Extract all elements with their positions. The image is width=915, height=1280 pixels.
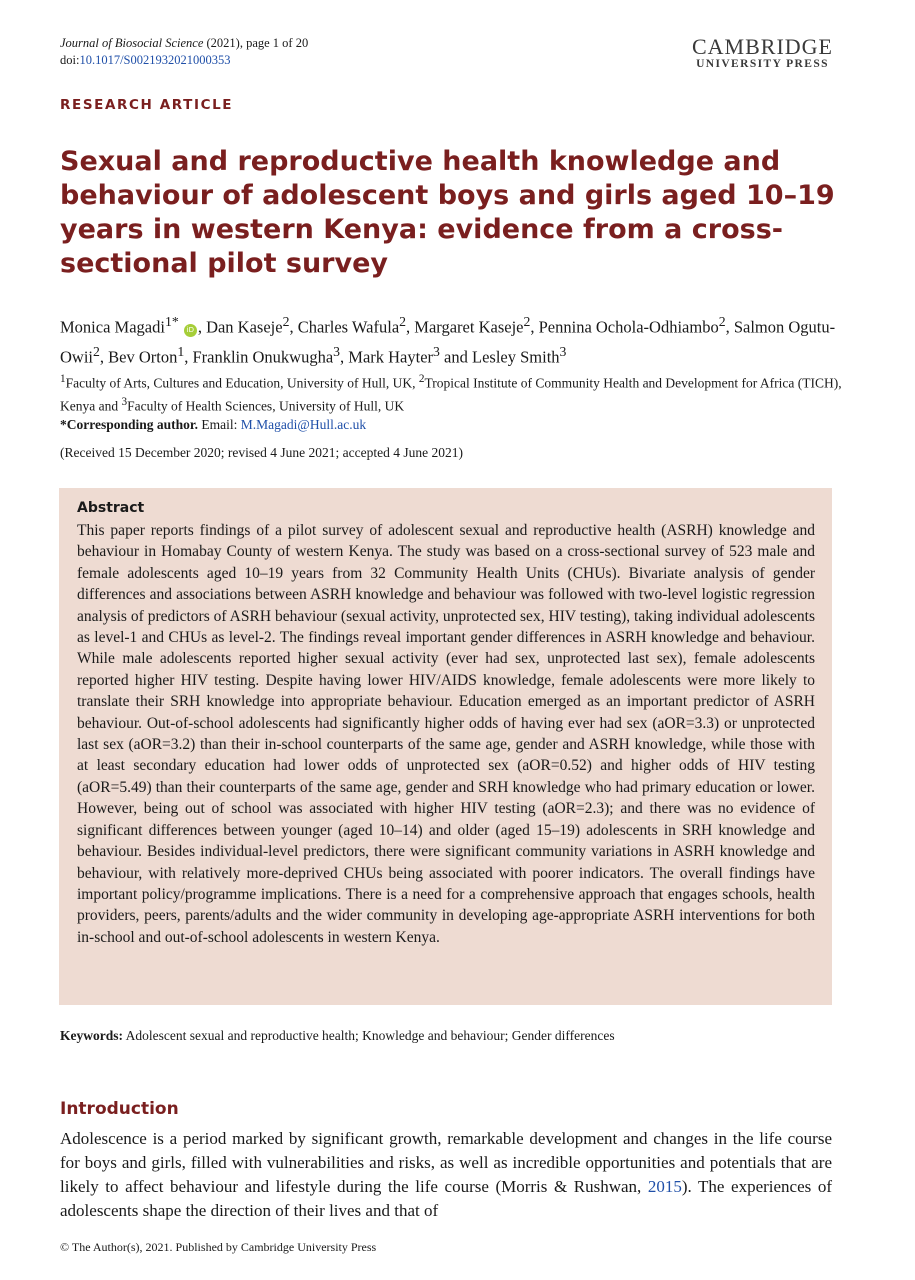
author-affiliation-mark: 3 — [559, 343, 567, 359]
abstract-heading: Abstract — [77, 500, 145, 516]
keywords-label: Keywords: — [60, 1028, 123, 1043]
doi-prefix: doi: — [60, 53, 80, 67]
article-type: RESEARCH ARTICLE — [60, 97, 234, 113]
intro-text-part: Adolescence is a period marked by significant growth, remarkable development and changes in the life course for boys and girls, filled with vulnerabilities and risks, as well as incredible opportunities and potentials that are likely to affect behaviour and lifestyle during the life course (Morris & Rushwan, — [60, 1129, 832, 1196]
author-list: Monica Magadi$^{1*}$ iD , Dan Kaseje$^2$, Charles Wafula$^2$, Margaret Kaseje$^2$, Pennina Ochola-Odhiambo$^2$, Salmon Ogutu-Owii$^2$, Bev Orton$^1$, Franklin Onukwugha$^3$, Mark Hayter$^3$ and Lesley Smith$^3$ — [60, 314, 836, 366]
author-name: Salmon Ogutu-Owii — [60, 317, 836, 366]
affiliation-mark: 3 — [121, 395, 128, 408]
author-affiliation-mark: 2 — [718, 314, 726, 329]
publisher-logo — [692, 36, 833, 71]
author-name: Dan Kaseje — [206, 317, 283, 337]
article-title: Sexual and reproductive health knowledge and behaviour of adolescent boys and girls aged 10–19 years in western Kenya: evidence from a cross-sectional pilot survey — [60, 146, 835, 279]
affiliation-2: Tropical Institute of Community Health and Development for Africa (TICH), Kenya and — [60, 375, 842, 413]
intro-text-part: ). The experiences of adolescents shape the direction of their lives and that of — [60, 1177, 832, 1220]
affiliation-mark: 2 — [418, 373, 425, 385]
publisher-subtitle: UNIVERSITY PRESS — [696, 58, 829, 70]
author-name: Charles Wafula — [297, 317, 400, 337]
journal-name: Journal of Biosocial Science — [60, 36, 204, 50]
keywords-text: Adolescent sexual and reproductive health; Knowledge and behaviour; Gender differences — [123, 1028, 615, 1043]
author-affiliation-mark: 1 — [177, 343, 185, 359]
author-name: Bev Orton — [108, 347, 178, 366]
author-name: Mark Hayter — [348, 347, 434, 366]
doi-link[interactable]: 10.1017/S0021932021000353 — [79, 53, 231, 67]
author-affiliation-mark: 2 — [399, 314, 407, 329]
introduction-heading: Introduction — [60, 1099, 179, 1119]
keywords — [60, 1028, 615, 1044]
journal-year-page: (2021), page 1 of 20 — [203, 36, 309, 50]
author-name: Franklin Onukwugha — [192, 347, 334, 366]
author-affiliation-mark: 2 — [93, 343, 100, 359]
affiliation-3: Faculty of Health Sciences, University of Hull, UK — [127, 398, 405, 413]
affiliation-1: Faculty of Arts, Cultures and Education, University of Hull, UK, — [65, 375, 419, 391]
submission-dates: (Received 15 December 2020; revised 4 June 2021; accepted 4 June 2021) — [60, 445, 463, 460]
email-link[interactable]: M.Magadi@Hull.ac.uk — [240, 417, 367, 432]
abstract-text: This paper reports findings of a pilot survey of adolescent sexual and reproductive health (ASRH) knowledge and behaviour in Homabay County of western Kenya. The study was based on a cross-sectional survey of 523 male and female adolescents aged 10–19 years from 32 Community Health Units (CHUs). Bivariate analysis of gender differences and associations between ASRH knowledge and behaviour was followed with two-level logistic regression analysis of predictors of ASRH behaviour (sexual activity, unprotected sex, HIV testing), taking individual adolescents as level-1 and CHUs as level-2. The findings reveal important gender differences in ASRH knowledge and behaviour. While male adolescents reported higher sexual activity (ever had sex, unprotected last sex), female adolescents reported higher HIV testing. Despite having lower HIV/AIDS knowledge, female adolescents were more likely to translate their SRH knowledge into appropriate behaviour. Education emerged as an important predictor of ASRH behaviour. Out-of-school adolescents had significantly higher odds of having ever had sex (aOR=3.3) or unprotected last sex (aOR=3.2) than their in-school counterparts of the same age, gender and ASRH knowledge, while those with at least secondary education had lower odds of unprotected sex (aOR=0.52) and higher odds of HIV testing (aOR=5.49) than their counterparts of the same age, gender and SRH knowledge who had primary education or lower. However, being out of school was associated with higher HIV testing (aOR=2.3); and there was no evidence of significant differences between younger (aged 10–14) and older (aged 15–19) adolescents in SRH knowledge and behaviour. Besides individual-level predictors, there were significant community variations in ASRH knowledge and behaviour, with relatively more-deprived CHUs being associated with poorer indicators. The overall findings have important policy/programme implications. There is a need for a comprehensive approach that engages schools, health providers, peers, parents/adults and the wider community in developing age-appropriate ASRH interventions for both in-school and out-of-school adolescents in western Kenya. — [77, 522, 815, 946]
author-affiliation-mark: 2 — [523, 314, 531, 329]
journal-citation — [60, 35, 308, 69]
author-affiliation-mark: 1* — [164, 314, 179, 329]
author-name: Pennina Ochola-Odhiambo — [538, 317, 719, 337]
abstract-box — [59, 488, 832, 1005]
orcid-icon[interactable]: iD — [184, 324, 197, 337]
author-name: Margaret Kaseje — [414, 317, 524, 337]
introduction-text — [60, 1127, 832, 1223]
citation-link[interactable]: 2015 — [647, 1177, 682, 1196]
author-affiliation-mark: 2 — [282, 314, 290, 329]
author-name: Monica Magadi — [60, 317, 165, 337]
author-affiliation-mark: 3 — [433, 343, 440, 359]
email-label: Email: — [198, 417, 241, 432]
author-affiliation-mark: 3 — [333, 343, 341, 359]
corresponding-author-label: *Corresponding author. — [60, 417, 199, 432]
affiliation-mark: 1 — [60, 373, 66, 385]
copyright-footer: © The Author(s), 2021. Published by Cambridge University Press — [60, 1240, 377, 1254]
affiliations — [60, 370, 850, 434]
publisher-name: CAMBRIDGE — [691, 34, 833, 59]
author-name: Lesley Smith — [472, 347, 560, 366]
